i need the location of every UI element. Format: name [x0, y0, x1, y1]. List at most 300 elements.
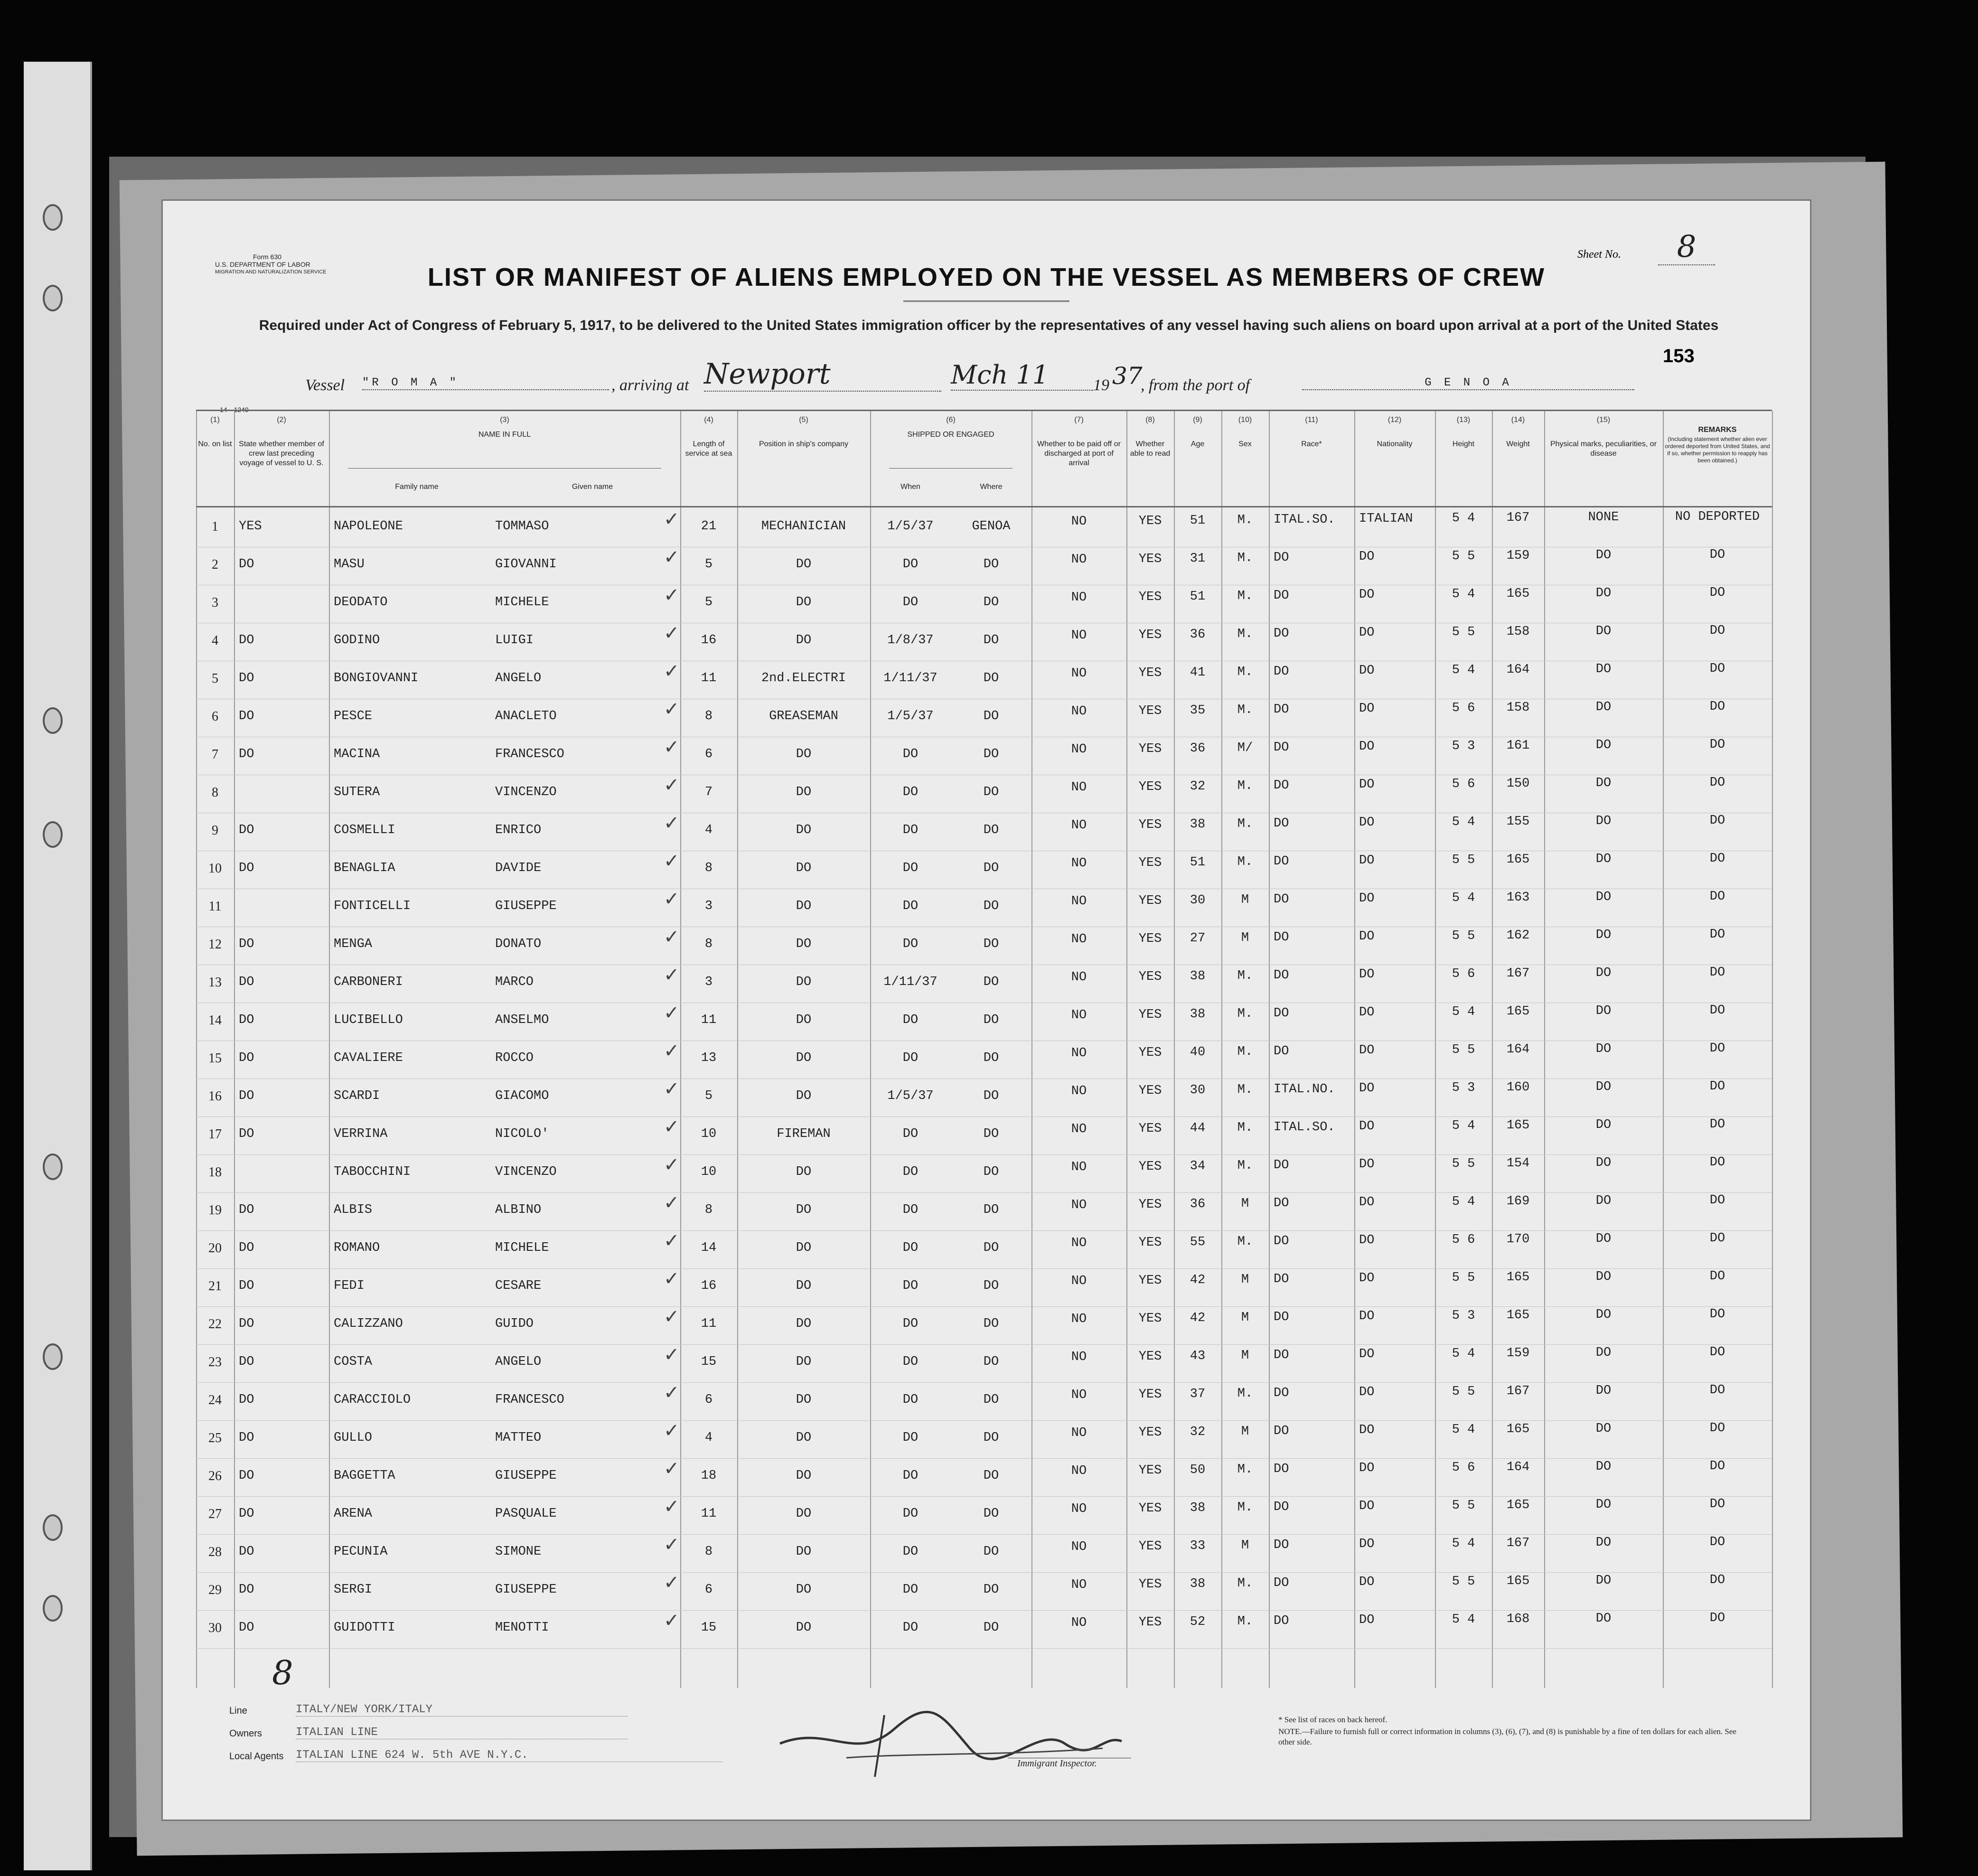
- cell-nat: DO: [1359, 891, 1375, 906]
- cell-paid: NO: [1071, 1426, 1087, 1440]
- cell-read: YES: [1138, 1160, 1162, 1174]
- cell-weight: 160: [1506, 1080, 1530, 1095]
- cell-read: YES: [1138, 742, 1162, 756]
- cell-no: 12: [208, 937, 222, 952]
- column-header: No. on list: [198, 440, 232, 448]
- check-mark-icon: ✓: [664, 1420, 680, 1442]
- cell-position: 2nd.ELECTRI: [761, 671, 846, 685]
- cell-where: DO: [983, 1089, 999, 1103]
- cell-given: GIUSEPPE: [495, 899, 557, 913]
- cell-race: DO: [1274, 1614, 1289, 1628]
- cell-marks: DO: [1595, 814, 1612, 828]
- cell-given: ROCCO: [495, 1051, 534, 1065]
- check-mark-icon: ✓: [664, 622, 680, 644]
- cell-marks: DO: [1595, 1460, 1612, 1474]
- cell-position: DO: [796, 1241, 812, 1255]
- cell-no: 28: [208, 1545, 222, 1559]
- cell-paid: NO: [1071, 1008, 1087, 1022]
- cell-remarks: DO: [1709, 700, 1725, 714]
- cell-given: MARCO: [495, 975, 534, 989]
- cell-family: ALBIS: [334, 1203, 373, 1217]
- cell-paid: NO: [1071, 628, 1087, 643]
- cell-weight: 165: [1506, 1308, 1530, 1323]
- cell-when: DO: [902, 1127, 919, 1141]
- cell-marks: DO: [1595, 738, 1612, 752]
- cell-marks: DO: [1595, 1536, 1612, 1550]
- cell-nat: DO: [1359, 929, 1375, 944]
- cell-when: DO: [902, 1431, 919, 1445]
- cell-family: CAVALIERE: [334, 1051, 403, 1065]
- cell-read: YES: [1138, 856, 1162, 870]
- row-rule: [196, 1610, 1772, 1611]
- cell-age: 38: [1190, 1007, 1206, 1022]
- cell-position: FIREMAN: [777, 1127, 831, 1141]
- cell-remarks: DO: [1709, 1535, 1725, 1549]
- cell-prev: DO: [239, 1051, 254, 1065]
- cell-remarks: DO: [1709, 1497, 1725, 1511]
- cell-weight: 161: [1506, 739, 1530, 753]
- cell-nat: DO: [1359, 1157, 1375, 1172]
- cell-given: DAVIDE: [495, 861, 542, 875]
- cell-read: YES: [1138, 1046, 1162, 1060]
- cell-service: 10: [701, 1127, 717, 1141]
- cell-paid: NO: [1071, 1274, 1087, 1288]
- cell-position: DO: [796, 1089, 812, 1103]
- cell-weight: 167: [1506, 1384, 1530, 1398]
- cell-height: 5 6: [1452, 1233, 1475, 1247]
- cell-prev: DO: [239, 633, 254, 647]
- cell-family: COSTA: [334, 1355, 373, 1369]
- sheet-number-label: Sheet No.: [1577, 248, 1621, 261]
- check-mark-icon: ✓: [664, 660, 680, 682]
- cell-sex: M.: [1237, 1614, 1253, 1629]
- cell-marks: DO: [1595, 1156, 1612, 1170]
- cell-family: ARENA: [334, 1507, 373, 1521]
- cell-given: MATTEO: [495, 1431, 542, 1445]
- cell-given: GIOVANNI: [495, 557, 557, 572]
- cell-age: 37: [1190, 1387, 1206, 1401]
- cell-family: SUTERA: [334, 785, 380, 799]
- cell-weight: 164: [1506, 1042, 1530, 1057]
- cell-paid: NO: [1071, 1350, 1087, 1364]
- cell-paid: NO: [1071, 894, 1087, 909]
- cell-read: YES: [1138, 1615, 1162, 1630]
- cell-position: DO: [796, 1279, 812, 1293]
- cell-no: 2: [212, 557, 218, 572]
- cell-weight: 158: [1506, 701, 1530, 715]
- vessel-name: "R O M A ": [362, 376, 609, 390]
- cell-service: 8: [704, 709, 713, 723]
- cell-nat: DO: [1359, 1613, 1375, 1627]
- cell-where: DO: [983, 747, 999, 761]
- cell-family: CARBONERI: [334, 975, 403, 989]
- cell-marks: DO: [1595, 548, 1612, 563]
- cell-when: DO: [902, 823, 919, 837]
- cell-prev: DO: [239, 557, 254, 572]
- cell-paid: NO: [1071, 742, 1087, 757]
- cell-weight: 155: [1506, 815, 1530, 829]
- check-mark-icon: ✓: [664, 888, 680, 910]
- cell-position: DO: [796, 937, 812, 951]
- cell-age: 40: [1190, 1045, 1206, 1060]
- cell-service: 14: [701, 1241, 717, 1255]
- cell-where: DO: [983, 1507, 999, 1521]
- column-header: Weight: [1506, 440, 1530, 448]
- cell-prev: DO: [239, 1203, 254, 1217]
- cell-position: DO: [796, 1355, 812, 1369]
- cell-height: 5 5: [1452, 929, 1475, 943]
- cell-remarks: DO: [1709, 890, 1725, 904]
- cell-read: YES: [1138, 552, 1162, 566]
- cell-marks: DO: [1595, 662, 1612, 676]
- cell-race: DO: [1274, 589, 1289, 603]
- cell-paid: NO: [1071, 1198, 1087, 1212]
- cell-read: YES: [1138, 628, 1162, 642]
- cell-paid: NO: [1071, 515, 1087, 529]
- form-number: Form 630: [253, 253, 281, 261]
- cell-position: DO: [796, 861, 812, 875]
- cell-remarks: DO: [1709, 1573, 1725, 1587]
- cell-no: 24: [208, 1393, 222, 1407]
- cell-read: YES: [1138, 1539, 1162, 1554]
- column-number: (12): [1387, 416, 1402, 424]
- column-number: (15): [1596, 416, 1611, 424]
- cell-height: 5 5: [1452, 1271, 1475, 1285]
- cell-remarks: DO: [1709, 1383, 1725, 1398]
- cell-family: GUIDOTTI: [334, 1621, 395, 1635]
- cell-where: DO: [983, 1621, 999, 1635]
- cell-given: PASQUALE: [495, 1507, 557, 1521]
- cell-weight: 154: [1506, 1156, 1530, 1171]
- cell-sex: M: [1241, 893, 1249, 907]
- cell-prev: DO: [239, 1317, 254, 1331]
- cell-family: TABOCCHINI: [334, 1165, 411, 1179]
- row-rule: [196, 1458, 1772, 1459]
- cell-weight: 159: [1506, 549, 1530, 563]
- cell-marks: DO: [1595, 852, 1612, 866]
- cell-service: 11: [701, 1507, 717, 1521]
- cell-marks: DO: [1595, 624, 1612, 638]
- form-code: 14—1240: [220, 406, 249, 413]
- cell-no: 19: [208, 1203, 222, 1218]
- cell-when: DO: [902, 937, 919, 951]
- cell-no: 13: [208, 975, 222, 990]
- cell-no: 27: [208, 1507, 222, 1521]
- check-mark-icon: ✓: [664, 1382, 680, 1404]
- column-number: (3): [500, 416, 509, 424]
- row-rule: [196, 1496, 1772, 1497]
- cell-family: GULLO: [334, 1431, 373, 1445]
- column-header: Whether to be paid off or discharged at port of arrival: [1037, 440, 1121, 467]
- cell-nat: DO: [1359, 664, 1375, 678]
- column-number: (13): [1456, 416, 1471, 424]
- cell-remarks: DO: [1709, 1345, 1725, 1360]
- cell-paid: NO: [1071, 1540, 1087, 1554]
- cell-when: DO: [902, 785, 919, 799]
- cell-given: LUIGI: [495, 633, 534, 647]
- cell-marks: DO: [1595, 890, 1612, 904]
- cell-prev: DO: [239, 937, 254, 951]
- cell-prev: DO: [239, 1621, 254, 1635]
- cell-nat: DO: [1359, 740, 1375, 754]
- cell-age: 36: [1190, 628, 1206, 642]
- cell-race: DO: [1274, 1500, 1289, 1514]
- cell-no: 5: [212, 671, 218, 686]
- row-rule: [196, 1344, 1772, 1345]
- cell-family: CARACCIOLO: [334, 1393, 411, 1407]
- cell-sex: M.: [1237, 1121, 1253, 1135]
- cell-height: 5 4: [1452, 1347, 1475, 1361]
- cell-paid: NO: [1071, 818, 1087, 833]
- cell-race: DO: [1274, 1158, 1289, 1172]
- cell-given: VINCENZO: [495, 1165, 557, 1179]
- cell-no: 25: [208, 1431, 222, 1445]
- cell-service: 5: [704, 1089, 713, 1103]
- cell-age: 51: [1190, 590, 1206, 604]
- column-header: Height: [1452, 440, 1475, 448]
- cell-when: DO: [902, 1583, 919, 1597]
- cell-paid: NO: [1071, 1046, 1087, 1060]
- cell-given: ANGELO: [495, 1355, 542, 1369]
- cell-where: DO: [983, 595, 999, 610]
- cell-position: GREASEMAN: [769, 709, 838, 723]
- cell-weight: 170: [1506, 1232, 1530, 1247]
- cell-when: DO: [902, 1165, 919, 1179]
- cell-marks: DO: [1595, 1308, 1612, 1322]
- cell-where: DO: [983, 975, 999, 989]
- cell-remarks: DO: [1709, 1459, 1725, 1473]
- cell-marks: DO: [1595, 586, 1612, 600]
- cell-age: 38: [1190, 817, 1206, 832]
- cell-marks: DO: [1595, 1498, 1612, 1512]
- cell-given: ENRICO: [495, 823, 542, 837]
- cell-service: 15: [701, 1355, 717, 1369]
- cell-when: DO: [902, 1241, 919, 1255]
- cell-paid: NO: [1071, 780, 1087, 795]
- cell-position: DO: [796, 633, 812, 647]
- cell-family: MACINA: [334, 747, 380, 761]
- cell-family: LUCIBELLO: [334, 1013, 403, 1027]
- cell-paid: NO: [1071, 666, 1087, 681]
- cell-remarks: DO: [1709, 1269, 1725, 1284]
- cell-weight: 165: [1506, 1118, 1530, 1133]
- check-mark-icon: ✓: [664, 1230, 680, 1252]
- binder-hole: [43, 1514, 63, 1541]
- line-value: ITALY/NEW YORK/ITALY: [296, 1703, 628, 1717]
- arrival-date: Mch 11: [951, 360, 1093, 391]
- cell-position: DO: [796, 1583, 812, 1597]
- cell-position: DO: [796, 823, 812, 837]
- cell-weight: 167: [1506, 511, 1530, 525]
- column-divider: [1772, 411, 1773, 1688]
- races-note: * See list of races on back hereof.: [1278, 1715, 1387, 1724]
- cell-where: DO: [983, 1393, 999, 1407]
- page-title: LIST OR MANIFEST OF ALIENS EMPLOYED ON THE VESSEL AS MEMBERS OF CREW: [427, 263, 1546, 291]
- cell-marks: DO: [1595, 1384, 1612, 1398]
- cell-height: 5 6: [1452, 701, 1475, 715]
- binder-hole: [43, 1343, 63, 1370]
- cell-given: ANGELO: [495, 671, 542, 685]
- binder-hole: [43, 1154, 63, 1180]
- cell-sex: M.: [1237, 513, 1253, 527]
- column-subheader: Family name: [395, 483, 439, 491]
- row-rule: [196, 1230, 1772, 1231]
- cell-sex: M: [1241, 1349, 1249, 1363]
- cell-when: DO: [902, 1317, 919, 1331]
- cell-service: 8: [704, 1203, 713, 1217]
- cell-given: MENOTTI: [495, 1621, 549, 1635]
- cell-age: 32: [1190, 1425, 1206, 1439]
- cell-family: PECUNIA: [334, 1545, 388, 1559]
- cell-race: DO: [1274, 1044, 1289, 1059]
- column-subheader: (Including statement whether alien ever ordered deported from United States, and if so, whether permission to reapply has been obtained.): [1665, 436, 1770, 464]
- cell-prev: DO: [239, 1507, 254, 1521]
- cell-height: 5 5: [1452, 1043, 1475, 1057]
- cell-weight: 168: [1506, 1612, 1530, 1626]
- subheader-rule: [348, 468, 661, 469]
- cell-height: 5 5: [1452, 1157, 1475, 1171]
- column-header: Race*: [1301, 440, 1322, 448]
- cell-no: 4: [212, 633, 218, 648]
- cell-where: DO: [983, 785, 999, 799]
- column-number: (6): [946, 416, 956, 424]
- cell-nat: DO: [1359, 550, 1375, 564]
- row-rule: [196, 1192, 1772, 1193]
- cell-service: 4: [704, 823, 713, 837]
- cell-service: 4: [704, 1431, 713, 1445]
- cell-sex: M.: [1237, 855, 1253, 869]
- cell-read: YES: [1138, 970, 1162, 984]
- cell-prev: DO: [239, 1545, 254, 1559]
- cell-height: 5 3: [1452, 1309, 1475, 1323]
- cell-race: DO: [1274, 1348, 1289, 1362]
- cell-prev: DO: [239, 1013, 254, 1027]
- cell-sex: M: [1241, 1538, 1249, 1553]
- cell-height: 5 4: [1452, 815, 1475, 829]
- cell-family: BENAGLIA: [334, 861, 395, 875]
- cell-weight: 165: [1506, 1422, 1530, 1436]
- owners-value: ITALIAN LINE: [296, 1726, 628, 1739]
- check-mark-icon: ✓: [664, 926, 680, 948]
- check-mark-icon: ✓: [664, 508, 680, 530]
- cell-given: DONATO: [495, 937, 542, 951]
- cell-remarks: DO: [1709, 852, 1725, 866]
- cell-remarks: DO: [1709, 814, 1725, 828]
- inspector-label: Immigrant Inspector.: [1008, 1758, 1131, 1769]
- cell-age: 55: [1190, 1235, 1206, 1249]
- binder-hole: [43, 821, 63, 848]
- cell-nat: DO: [1359, 1081, 1375, 1096]
- cell-race: DO: [1274, 892, 1289, 907]
- cell-height: 5 5: [1452, 853, 1475, 867]
- cell-where: DO: [983, 633, 999, 647]
- row-rule: [196, 1116, 1772, 1117]
- cell-age: 51: [1190, 514, 1206, 528]
- cell-where: DO: [983, 1469, 999, 1483]
- column-subheader: When: [900, 483, 920, 491]
- cell-age: 42: [1190, 1273, 1206, 1287]
- column-number: (2): [277, 416, 286, 424]
- cell-service: 11: [701, 1317, 717, 1331]
- cell-age: 33: [1190, 1539, 1206, 1553]
- cell-no: 9: [212, 823, 218, 838]
- cell-when: DO: [902, 595, 919, 610]
- year-prefix: 19: [1093, 376, 1109, 394]
- cell-no: 6: [212, 709, 218, 724]
- title-rule: [903, 300, 1069, 302]
- cell-read: YES: [1138, 590, 1162, 604]
- cell-family: SCARDI: [334, 1089, 380, 1103]
- cell-position: DO: [796, 1013, 812, 1027]
- cell-when: DO: [902, 861, 919, 875]
- cell-remarks: DO: [1709, 776, 1725, 790]
- cell-where: DO: [983, 709, 999, 723]
- agents-label: Local Agents: [229, 1751, 284, 1762]
- cell-paid: NO: [1071, 1084, 1087, 1098]
- cell-marks: DO: [1595, 928, 1612, 942]
- cell-sex: M.: [1237, 1501, 1253, 1515]
- cell-remarks: DO: [1709, 1307, 1725, 1322]
- cell-age: 38: [1190, 969, 1206, 984]
- manifest-sheet: [161, 199, 1811, 1821]
- cell-service: 13: [701, 1051, 717, 1065]
- binder-hole: [43, 285, 63, 311]
- cell-weight: 165: [1506, 587, 1530, 601]
- cell-read: YES: [1138, 1198, 1162, 1212]
- cell-when: DO: [902, 1545, 919, 1559]
- cell-when: 1/5/37: [887, 709, 934, 723]
- check-mark-icon: ✓: [664, 1610, 680, 1632]
- cell-when: 1/11/37: [883, 671, 937, 685]
- cell-read: YES: [1138, 894, 1162, 908]
- cell-paid: NO: [1071, 856, 1087, 871]
- cell-service: 16: [701, 633, 717, 647]
- cell-where: DO: [983, 1355, 999, 1369]
- column-header: Length of service at sea: [685, 440, 732, 458]
- cell-paid: NO: [1071, 1236, 1087, 1250]
- column-number: (5): [799, 416, 808, 424]
- cell-position: DO: [796, 557, 812, 572]
- cell-race: DO: [1274, 816, 1289, 831]
- cell-race: DO: [1274, 665, 1289, 679]
- cell-prev: DO: [239, 1431, 254, 1445]
- column-header: Age: [1191, 440, 1205, 448]
- column-subheader: Given name: [572, 483, 613, 491]
- cell-height: 5 3: [1452, 739, 1475, 753]
- binder-hole: [43, 204, 63, 231]
- cell-where: DO: [983, 1241, 999, 1255]
- cell-family: MASU: [334, 557, 365, 572]
- cell-prev: DO: [239, 671, 254, 685]
- cell-height: 5 4: [1452, 1005, 1475, 1019]
- cell-height: 5 4: [1452, 1119, 1475, 1133]
- cell-nat: DO: [1359, 588, 1375, 602]
- cell-race: DO: [1274, 779, 1289, 793]
- cell-weight: 165: [1506, 1574, 1530, 1588]
- cell-sex: M.: [1237, 1045, 1253, 1059]
- service-name: MIGRATION AND NATURALIZATION SERVICE: [215, 269, 327, 275]
- cell-age: 31: [1190, 552, 1206, 566]
- cell-nat: DO: [1359, 1423, 1375, 1437]
- cell-race: DO: [1274, 930, 1289, 945]
- cell-where: DO: [983, 671, 999, 685]
- cell-remarks: DO: [1709, 1611, 1725, 1625]
- cell-race: DO: [1274, 551, 1289, 565]
- cell-given: ANACLETO: [495, 709, 557, 723]
- cell-given: CESARE: [495, 1279, 542, 1293]
- cell-height: 5 4: [1452, 511, 1475, 525]
- cell-height: 5 6: [1452, 967, 1475, 981]
